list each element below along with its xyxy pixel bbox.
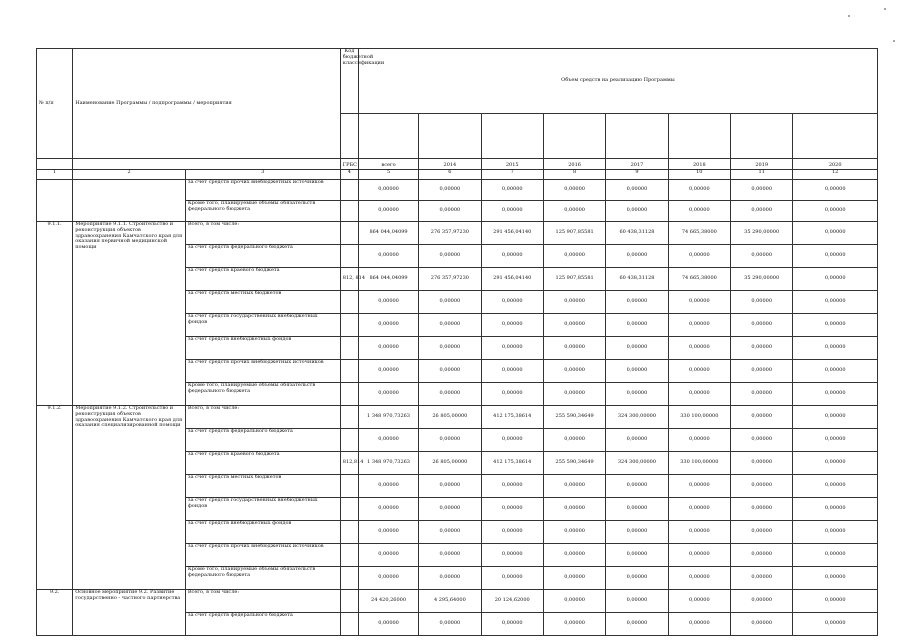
header-name: Наименование Программы / подпрограммы / мероприятия (73, 49, 341, 159)
source-label: Всего, в том числе: (185, 590, 340, 613)
amount-cell: 0,00000 (358, 314, 418, 337)
amount-cell: 125 907,85581 (543, 222, 605, 245)
source-label: за счет средств прочих внебюджетных источников (185, 544, 340, 567)
amount-cell: 0,00000 (731, 498, 793, 521)
source-label: за счет средств федерального бюджета (185, 613, 340, 636)
amount-cell: 0,00000 (481, 337, 543, 360)
source-label: Кроме того, планируемые объемы обязательств федерального бюджета (185, 567, 340, 590)
amount-cell: 74 665,38000 (668, 222, 730, 245)
header-total: всего (358, 159, 418, 170)
amount-cell: 0,00000 (358, 567, 418, 590)
header-year-blank (668, 114, 730, 159)
amount-cell: 0,00000 (668, 337, 730, 360)
amount-cell: 0,00000 (358, 383, 418, 406)
amount-cell: 0,00000 (419, 245, 481, 268)
col-number: 1 (37, 170, 73, 180)
amount-cell: 0,00000 (481, 521, 543, 544)
amount-cell: 0,00000 (481, 613, 543, 636)
amount-cell: 0,00000 (481, 475, 543, 498)
source-label: Кроме того, планируемые объемы обязательств федерального бюджета (185, 201, 340, 222)
amount-cell: 330 100,00000 (668, 406, 730, 429)
amount-cell: 0,00000 (793, 567, 878, 590)
amount-cell: 0,00000 (606, 383, 668, 406)
amount-cell: 0,00000 (793, 337, 878, 360)
grbs-code: 812,814 (340, 452, 358, 475)
table-row (37, 590, 878, 613)
amount-cell: 0,00000 (606, 567, 668, 590)
amount-cell: 0,00000 (358, 360, 418, 383)
amount-cell: 276 357,97230 (419, 268, 481, 291)
amount-cell: 0,00000 (606, 590, 668, 613)
table-row (37, 180, 878, 201)
amount-cell: 0,00000 (543, 475, 605, 498)
col-number: 5 (358, 170, 418, 180)
source-label: за счет средств прочих внебюджетных источников (185, 180, 340, 201)
amount-cell: 0,00000 (606, 245, 668, 268)
header-year-blank (543, 114, 605, 159)
header-year-blank (731, 114, 793, 159)
header-num: № п/п (37, 49, 73, 159)
amount-cell: 0,00000 (358, 180, 418, 201)
amount-cell: 0,00000 (606, 360, 668, 383)
amount-cell: 0,00000 (668, 291, 730, 314)
source-label: за счет средств государственных внебюджетных фондов (185, 314, 340, 337)
amount-cell: 0,00000 (481, 498, 543, 521)
amount-cell: 0,00000 (668, 180, 730, 201)
amount-cell: 0,00000 (668, 590, 730, 613)
row-number: 9.1.1. (37, 222, 73, 406)
amount-cell: 0,00000 (358, 613, 418, 636)
header-year-blank (419, 114, 481, 159)
header-year: 2014 (419, 159, 481, 170)
amount-cell: 0,00000 (481, 383, 543, 406)
col-number: 3 (185, 170, 340, 180)
amount-cell: 0,00000 (543, 429, 605, 452)
amount-cell: 0,00000 (793, 590, 878, 613)
amount-cell: 20 124,62000 (481, 590, 543, 613)
amount-cell: 0,00000 (793, 406, 878, 429)
header-grbs: ГРБС (340, 159, 358, 170)
grbs-code (340, 222, 358, 245)
amount-cell: 0,00000 (419, 383, 481, 406)
program-funding-table (36, 48, 878, 636)
source-label: за счет средств внебюджетных фондов (185, 337, 340, 360)
col-number: 4 (340, 170, 358, 180)
amount-cell: 0,00000 (481, 360, 543, 383)
amount-cell: 0,00000 (606, 521, 668, 544)
amount-cell: 0,00000 (543, 544, 605, 567)
grbs-code (340, 180, 358, 201)
header-year: 2016 (543, 159, 605, 170)
header-volume: Объем средств на реализацию Программы (358, 49, 877, 114)
header-year-blank (481, 114, 543, 159)
amount-cell: 0,00000 (668, 314, 730, 337)
row-number-blank (37, 180, 73, 222)
amount-cell: 0,00000 (606, 337, 668, 360)
amount-cell: 0,00000 (358, 475, 418, 498)
grbs-code (340, 613, 358, 636)
amount-cell: 0,00000 (358, 544, 418, 567)
amount-cell: 0,00000 (358, 245, 418, 268)
amount-cell: 324 300,00000 (606, 406, 668, 429)
amount-cell: 0,00000 (793, 291, 878, 314)
amount-cell: 0,00000 (419, 613, 481, 636)
amount-cell: 0,00000 (793, 201, 878, 222)
amount-cell: 0,00000 (731, 567, 793, 590)
grbs-code (340, 245, 358, 268)
amount-cell: 0,00000 (419, 201, 481, 222)
amount-cell: 0,00000 (668, 201, 730, 222)
scan-speck (884, 8, 886, 10)
header-kbk-blank (340, 114, 358, 159)
grbs-code (340, 567, 358, 590)
measure-name: Основное мероприятие 9.2. Развитие государственно - частного партнерства (73, 590, 186, 636)
table-row (37, 406, 878, 429)
amount-cell: 0,00000 (606, 498, 668, 521)
table-row (37, 222, 878, 245)
amount-cell: 0,00000 (793, 314, 878, 337)
source-label: за счет средств федерального бюджета (185, 245, 340, 268)
amount-cell: 0,00000 (668, 383, 730, 406)
amount-cell: 0,00000 (668, 475, 730, 498)
header-year: 2018 (668, 159, 730, 170)
amount-cell: 0,00000 (543, 245, 605, 268)
grbs-code (340, 291, 358, 314)
amount-cell: 0,00000 (358, 337, 418, 360)
row-number: 9.2. (37, 590, 73, 636)
amount-cell: 0,00000 (793, 245, 878, 268)
amount-cell: 0,00000 (731, 180, 793, 201)
col-number: 2 (73, 170, 186, 180)
amount-cell: 291 456,04140 (481, 222, 543, 245)
amount-cell: 0,00000 (793, 452, 878, 475)
grbs-code (340, 590, 358, 613)
amount-cell: 0,00000 (731, 429, 793, 452)
grbs-code (340, 383, 358, 406)
header-year-blank (606, 114, 668, 159)
amount-cell: 24 420,26000 (358, 590, 418, 613)
amount-cell: 0,00000 (793, 222, 878, 245)
source-label: за счет средств краевого бюджета (185, 452, 340, 475)
amount-cell: 0,00000 (793, 475, 878, 498)
amount-cell: 864 044,04099 (358, 222, 418, 245)
amount-cell: 0,00000 (543, 291, 605, 314)
source-label: за счет средств местных бюджетов (185, 475, 340, 498)
amount-cell: 0,00000 (793, 521, 878, 544)
amount-cell: 0,00000 (419, 180, 481, 201)
amount-cell: 0,00000 (543, 590, 605, 613)
amount-cell: 0,00000 (419, 567, 481, 590)
amount-cell: 0,00000 (419, 291, 481, 314)
amount-cell: 0,00000 (731, 475, 793, 498)
amount-cell: 0,00000 (668, 544, 730, 567)
grbs-code (340, 406, 358, 429)
amount-cell: 0,00000 (481, 245, 543, 268)
amount-cell: 0,00000 (543, 521, 605, 544)
amount-cell: 0,00000 (543, 360, 605, 383)
amount-cell: 60 438,31128 (606, 222, 668, 245)
col-number: 11 (731, 170, 793, 180)
amount-cell: 0,00000 (793, 383, 878, 406)
amount-cell: 0,00000 (731, 590, 793, 613)
amount-cell: 0,00000 (419, 360, 481, 383)
header-year: 2019 (731, 159, 793, 170)
amount-cell: 0,00000 (481, 314, 543, 337)
source-label: за счет средств внебюджетных фондов (185, 521, 340, 544)
amount-cell: 1 348 970,73263 (358, 452, 418, 475)
amount-cell: 0,00000 (606, 201, 668, 222)
source-label: за счет средств федерального бюджета (185, 429, 340, 452)
amount-cell: 0,00000 (358, 498, 418, 521)
col-number: 8 (543, 170, 605, 180)
amount-cell: 255 590,34649 (543, 406, 605, 429)
amount-cell: 0,00000 (731, 360, 793, 383)
amount-cell: 0,00000 (358, 429, 418, 452)
amount-cell: 4 295,64000 (419, 590, 481, 613)
amount-cell: 412 175,38614 (481, 406, 543, 429)
amount-cell: 0,00000 (543, 613, 605, 636)
amount-cell: 0,00000 (793, 498, 878, 521)
amount-cell: 0,00000 (419, 498, 481, 521)
amount-cell: 0,00000 (731, 544, 793, 567)
grbs-code (340, 201, 358, 222)
amount-cell: 0,00000 (731, 452, 793, 475)
amount-cell: 35 290,00000 (731, 222, 793, 245)
header-year-blank (793, 114, 878, 159)
amount-cell: 0,00000 (731, 291, 793, 314)
amount-cell: 0,00000 (606, 613, 668, 636)
amount-cell: 0,00000 (731, 613, 793, 636)
header-total-blank (358, 114, 418, 159)
amount-cell: 60 438,31128 (606, 268, 668, 291)
grbs-code (340, 521, 358, 544)
amount-cell: 0,00000 (543, 314, 605, 337)
amount-cell: 0,00000 (731, 245, 793, 268)
amount-cell: 74 665,38000 (668, 268, 730, 291)
amount-cell: 0,00000 (793, 180, 878, 201)
measure-name: Мероприятие 9.1.1. Строительство и реконструкция объектов здравоохранения Камчатского края для оказания первичной медицинской помощи (73, 222, 186, 406)
amount-cell: 0,00000 (606, 544, 668, 567)
amount-cell: 864 044,04099 (358, 268, 418, 291)
grbs-code (340, 429, 358, 452)
amount-cell: 255 590,34649 (543, 452, 605, 475)
source-label: Всего, в том числе: (185, 222, 340, 245)
scan-speck (893, 40, 895, 42)
header-year: 2017 (606, 159, 668, 170)
amount-cell: 0,00000 (543, 201, 605, 222)
amount-cell: 276 357,97230 (419, 222, 481, 245)
amount-cell: 0,00000 (731, 521, 793, 544)
amount-cell: 0,00000 (358, 291, 418, 314)
grbs-code (340, 475, 358, 498)
amount-cell: 0,00000 (793, 268, 878, 291)
amount-cell: 0,00000 (668, 360, 730, 383)
amount-cell: 0,00000 (731, 383, 793, 406)
source-label: за счет средств прочих внебюджетных источников (185, 360, 340, 383)
amount-cell: 0,00000 (793, 429, 878, 452)
amount-cell: 0,00000 (793, 613, 878, 636)
col-number: 12 (793, 170, 878, 180)
col-number: 6 (419, 170, 481, 180)
grbs-code (340, 314, 358, 337)
amount-cell: 0,00000 (606, 291, 668, 314)
amount-cell: 0,00000 (358, 201, 418, 222)
amount-cell: 0,00000 (419, 544, 481, 567)
amount-cell: 0,00000 (481, 291, 543, 314)
amount-cell: 0,00000 (419, 429, 481, 452)
amount-cell: 0,00000 (668, 613, 730, 636)
amount-cell: 0,00000 (668, 498, 730, 521)
amount-cell: 26 805,00000 (419, 452, 481, 475)
amount-cell: 330 100,00000 (668, 452, 730, 475)
amount-cell: 0,00000 (731, 406, 793, 429)
grbs-code (340, 498, 358, 521)
amount-cell: 0,00000 (481, 201, 543, 222)
grbs-code (340, 544, 358, 567)
amount-cell: 0,00000 (419, 337, 481, 360)
amount-cell: 0,00000 (419, 521, 481, 544)
header-year: 2020 (793, 159, 878, 170)
amount-cell: 0,00000 (606, 314, 668, 337)
source-label: Кроме того, планируемые объемы обязательств федерального бюджета (185, 383, 340, 406)
amount-cell: 0,00000 (543, 567, 605, 590)
grbs-code: 812, 814 (340, 268, 358, 291)
amount-cell: 35 290,00000 (731, 268, 793, 291)
amount-cell: 0,00000 (543, 498, 605, 521)
measure-name: Мероприятие 9.1.2. Строительство и реконструкция объектов здравоохранения Камчатского края для оказания специализированной помощи (73, 406, 186, 590)
amount-cell: 0,00000 (731, 337, 793, 360)
amount-cell: 0,00000 (543, 180, 605, 201)
col-number: 9 (606, 170, 668, 180)
source-label: Всего, в том числе: (185, 406, 340, 429)
header-spacer (73, 159, 341, 170)
header-year: 2015 (481, 159, 543, 170)
header-spacer (37, 159, 73, 170)
amount-cell: 0,00000 (358, 521, 418, 544)
amount-cell: 0,00000 (481, 180, 543, 201)
amount-cell: 0,00000 (606, 429, 668, 452)
amount-cell: 0,00000 (668, 429, 730, 452)
amount-cell: 0,00000 (731, 314, 793, 337)
amount-cell: 324 300,00000 (606, 452, 668, 475)
amount-cell: 0,00000 (668, 567, 730, 590)
amount-cell: 0,00000 (481, 567, 543, 590)
source-label: за счет средств государственных внебюджетных фондов (185, 498, 340, 521)
row-name-blank (73, 180, 186, 222)
amount-cell: 412 175,38614 (481, 452, 543, 475)
amount-cell: 0,00000 (481, 544, 543, 567)
amount-cell: 291 456,04140 (481, 268, 543, 291)
amount-cell: 0,00000 (606, 475, 668, 498)
col-number: 7 (481, 170, 543, 180)
amount-cell: 0,00000 (606, 180, 668, 201)
amount-cell: 1 348 970,73263 (358, 406, 418, 429)
amount-cell: 0,00000 (793, 544, 878, 567)
amount-cell: 0,00000 (668, 245, 730, 268)
amount-cell: 0,00000 (668, 521, 730, 544)
amount-cell: 26 805,00000 (419, 406, 481, 429)
source-label: за счет средств краевого бюджета (185, 268, 340, 291)
scan-speck (848, 15, 850, 17)
row-number: 9.1.2. (37, 406, 73, 590)
grbs-code (340, 360, 358, 383)
amount-cell: 0,00000 (543, 383, 605, 406)
amount-cell: 0,00000 (731, 201, 793, 222)
amount-cell: 125 907,85581 (543, 268, 605, 291)
header-kbk: Код бюджетной классификации (340, 49, 358, 114)
amount-cell: 0,00000 (543, 337, 605, 360)
amount-cell: 0,00000 (419, 475, 481, 498)
amount-cell: 0,00000 (419, 314, 481, 337)
grbs-code (340, 337, 358, 360)
source-label: за счет средств местных бюджетов (185, 291, 340, 314)
amount-cell: 0,00000 (793, 360, 878, 383)
col-number: 10 (668, 170, 730, 180)
amount-cell: 0,00000 (481, 429, 543, 452)
